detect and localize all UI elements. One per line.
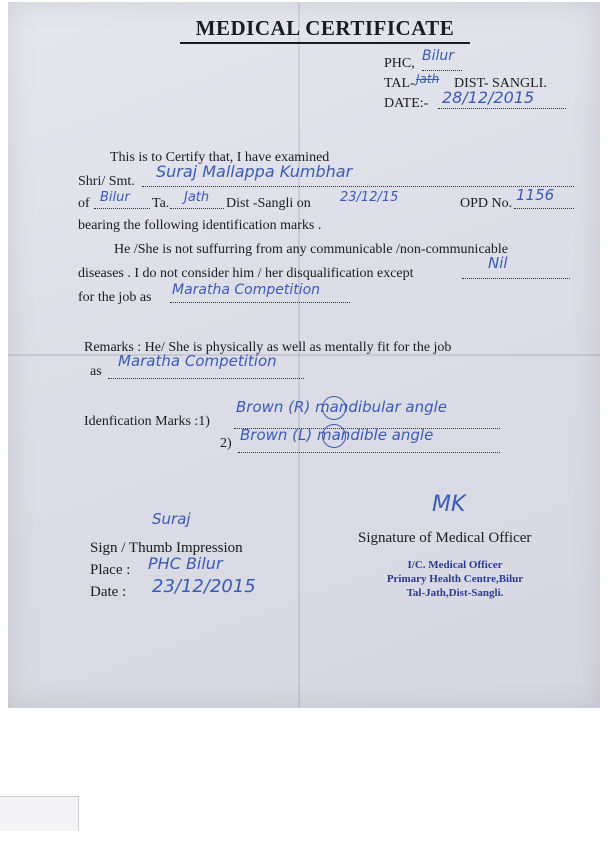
- stamp-line-3: Tal-Jath,Dist-Sangli.: [406, 587, 504, 599]
- remarks-text: Remarks : He/ She is physically as well as mentally fit for the job: [84, 340, 452, 355]
- of-dots: [94, 208, 150, 209]
- bearing-text: bearing the following identification marks .: [78, 218, 322, 233]
- opd-dots: [514, 208, 574, 209]
- as-value: Maratha Competition: [118, 352, 277, 370]
- ident-1-value: Brown (R) mandibular angle: [236, 398, 448, 416]
- dist-label: DIST- SANGLI.: [454, 76, 547, 91]
- except-dots: [462, 278, 570, 279]
- as-dots: [108, 378, 304, 379]
- patient-signature: Suraj: [152, 510, 191, 528]
- of-label: of: [78, 196, 90, 211]
- on-date-value: 23/12/15: [340, 190, 399, 205]
- ident-label: Idenfication Marks :1): [84, 414, 210, 429]
- for-job-value: Maratha Competition: [172, 282, 321, 298]
- ident-1-circle: [322, 396, 346, 420]
- bottom-paper-edge: [0, 796, 79, 831]
- officer-signature: MK: [432, 492, 466, 517]
- dist-sangli-text: Dist -Sangli on: [226, 196, 311, 211]
- opd-value: 1156: [516, 186, 555, 204]
- date2-value: 23/12/2015: [152, 576, 256, 597]
- place-value: PHC Bilur: [148, 554, 223, 573]
- of-value: Bilur: [100, 190, 130, 205]
- shri-label: Shri/ Smt.: [78, 174, 135, 189]
- ident-2-circle: [322, 424, 346, 448]
- officer-signature-label: Signature of Medical Officer: [358, 530, 532, 546]
- shri-value: Suraj Mallappa Kumbhar: [156, 162, 353, 181]
- place-label: Place :: [90, 562, 131, 578]
- date-dots: [438, 108, 566, 109]
- phc-label: PHC,: [384, 56, 415, 71]
- phc-dots: [422, 70, 462, 71]
- stamp-line-2: Primary Health Centre,Bilur: [386, 573, 524, 585]
- except-value: Nil: [488, 254, 508, 272]
- date2-label: Date :: [90, 584, 127, 600]
- certificate-paper: [8, 2, 600, 708]
- date-value: 28/12/2015: [442, 88, 535, 107]
- ident-2-dots: [238, 452, 500, 453]
- he-she-text: He /She is not suffurring from any communicable /non-communicable: [114, 242, 508, 257]
- ta-label: Ta.: [152, 196, 170, 211]
- ta-dots: [170, 208, 224, 209]
- ident-2-value: Brown (L) mandible angle: [240, 426, 434, 444]
- certificate-title: MEDICAL CERTIFICATE: [180, 16, 470, 44]
- tal-value: Jath: [416, 72, 440, 86]
- date-label: DATE:-: [384, 96, 429, 111]
- shri-dots: [142, 186, 574, 187]
- for-job-dots: [170, 302, 350, 303]
- diseases-text: diseases . I do not consider him / her disqualification except: [78, 266, 414, 281]
- as-label: as: [90, 364, 102, 379]
- tal-label: TAL-: [384, 76, 415, 91]
- ta-value: Jath: [184, 190, 210, 205]
- opd-label: OPD No.: [460, 196, 513, 211]
- officer-stamp: [380, 558, 530, 600]
- certify-text: This is to Certify that, I have examined: [110, 150, 330, 165]
- sign-thumb-label: Sign / Thumb Impression: [90, 540, 243, 556]
- ident-2-label: 2): [220, 436, 232, 451]
- phc-value: Bilur: [422, 48, 455, 64]
- for-job-label: for the job as: [78, 290, 152, 305]
- stamp-line-1: I/C. Medical Officer: [407, 559, 503, 571]
